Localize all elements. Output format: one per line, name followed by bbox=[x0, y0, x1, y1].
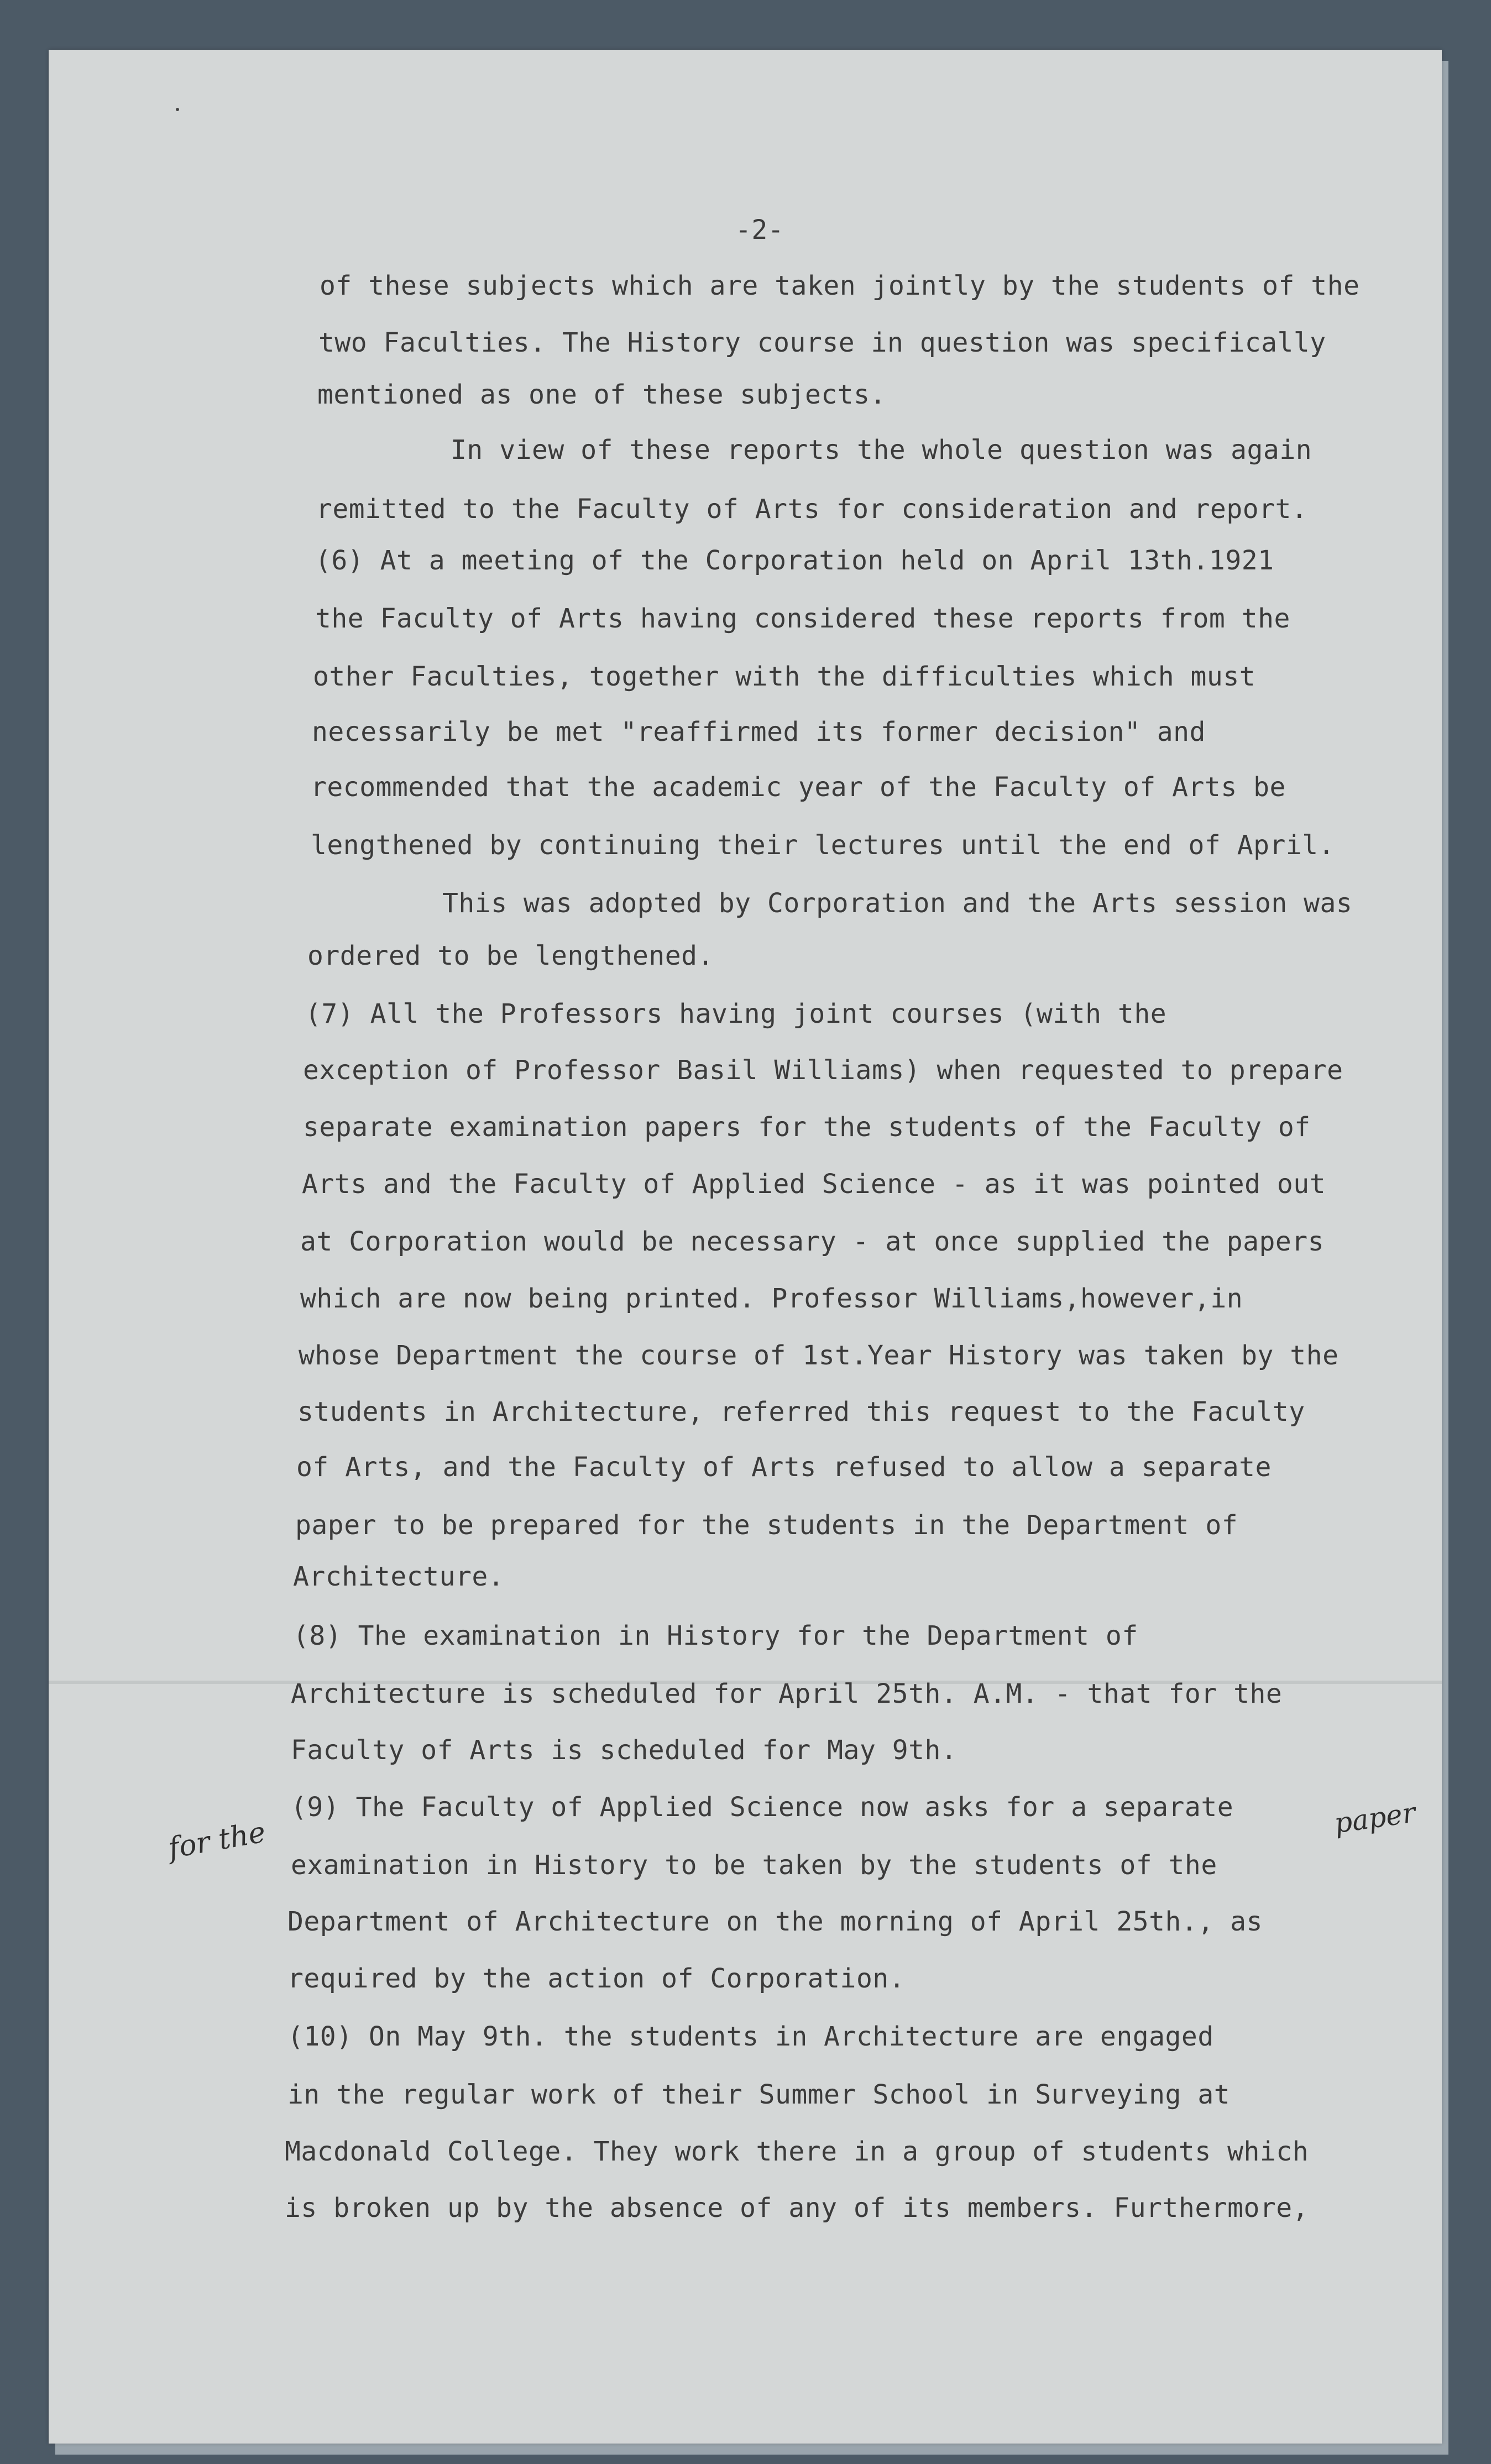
text-line: (6) At a meeting of the Corporation held on April 13th.1921 bbox=[315, 545, 1274, 576]
text-line: mentioned as one of these subjects. bbox=[317, 379, 886, 410]
text-line: recommended that the academic year of the Faculty of Arts be bbox=[311, 772, 1286, 803]
text-line: the Faculty of Arts having considered these reports from the bbox=[315, 603, 1290, 634]
text-line: in the regular work of their Summer School in Surveying at bbox=[287, 2079, 1231, 2110]
text-line: paper to be prepared for the students in the Department of bbox=[295, 1510, 1238, 1541]
text-line: Arts and the Faculty of Applied Science - as it was pointed out bbox=[302, 1169, 1326, 1200]
text-line: at Corporation would be necessary - at once supplied the papers bbox=[300, 1226, 1325, 1257]
text-line: Department of Architecture on the morning of April 25th., as bbox=[287, 1906, 1263, 1937]
text-line: Architecture is scheduled for April 25th. A.M. - that for the bbox=[291, 1678, 1283, 1709]
text-line: Faculty of Arts is scheduled for May 9th. bbox=[291, 1735, 958, 1766]
text-line: whose Department the course of 1st.Year History was taken by the bbox=[299, 1340, 1339, 1371]
text-line: other Faculties, together with the difficulties which must bbox=[313, 661, 1256, 692]
text-line: ordered to be lengthened. bbox=[307, 940, 714, 971]
text-line: of these subjects which are taken jointly by the students of the bbox=[320, 270, 1360, 301]
text-line: lengthened by continuing their lectures until the end of April. bbox=[311, 830, 1335, 861]
text-line: (9) The Faculty of Applied Science now asks for a separate bbox=[291, 1792, 1234, 1823]
text-line: (8) The examination in History for the Department of bbox=[293, 1620, 1138, 1651]
text-line: is broken up by the absence of any of its members. Furthermore, bbox=[285, 2193, 1309, 2224]
text-line: which are now being printed. Professor Williams,however,in bbox=[300, 1283, 1243, 1314]
text-line: (7) All the Professors having joint courses (with the bbox=[305, 998, 1167, 1029]
text-line: separate examination papers for the students of the Faculty of bbox=[303, 1112, 1311, 1143]
text-line: two Faculties. The History course in question was specifically bbox=[318, 327, 1326, 358]
text-line: This was adopted by Corporation and the Arts session was bbox=[442, 888, 1353, 919]
text-line: Architecture. bbox=[293, 1561, 505, 1592]
text-line: students in Architecture, referred this request to the Faculty bbox=[297, 1396, 1305, 1427]
text-line: necessarily be met "reaffirmed its former decision" and bbox=[312, 716, 1206, 747]
handwritten-margin-note: for the bbox=[166, 1816, 268, 1866]
text-line: required by the action of Corporation. bbox=[287, 1963, 906, 1994]
text-line: of Arts, and the Faculty of Arts refused to allow a separate bbox=[296, 1452, 1272, 1483]
handwritten-insert-note: paper bbox=[1332, 1796, 1417, 1840]
text-line: examination in History to be taken by the students of the bbox=[291, 1850, 1217, 1881]
page-number: -2- bbox=[735, 215, 784, 245]
text-line: exception of Professor Basil Williams) when requested to prepare bbox=[303, 1055, 1343, 1086]
text-line: (10) On May 9th. the students in Architecture are engaged bbox=[287, 2021, 1214, 2052]
ink-speck bbox=[176, 108, 179, 111]
text-line: Macdonald College. They work there in a group of students which bbox=[285, 2136, 1309, 2167]
text-line: In view of these reports the whole question was again bbox=[451, 435, 1312, 465]
text-line: remitted to the Faculty of Arts for consideration and report. bbox=[316, 494, 1308, 525]
